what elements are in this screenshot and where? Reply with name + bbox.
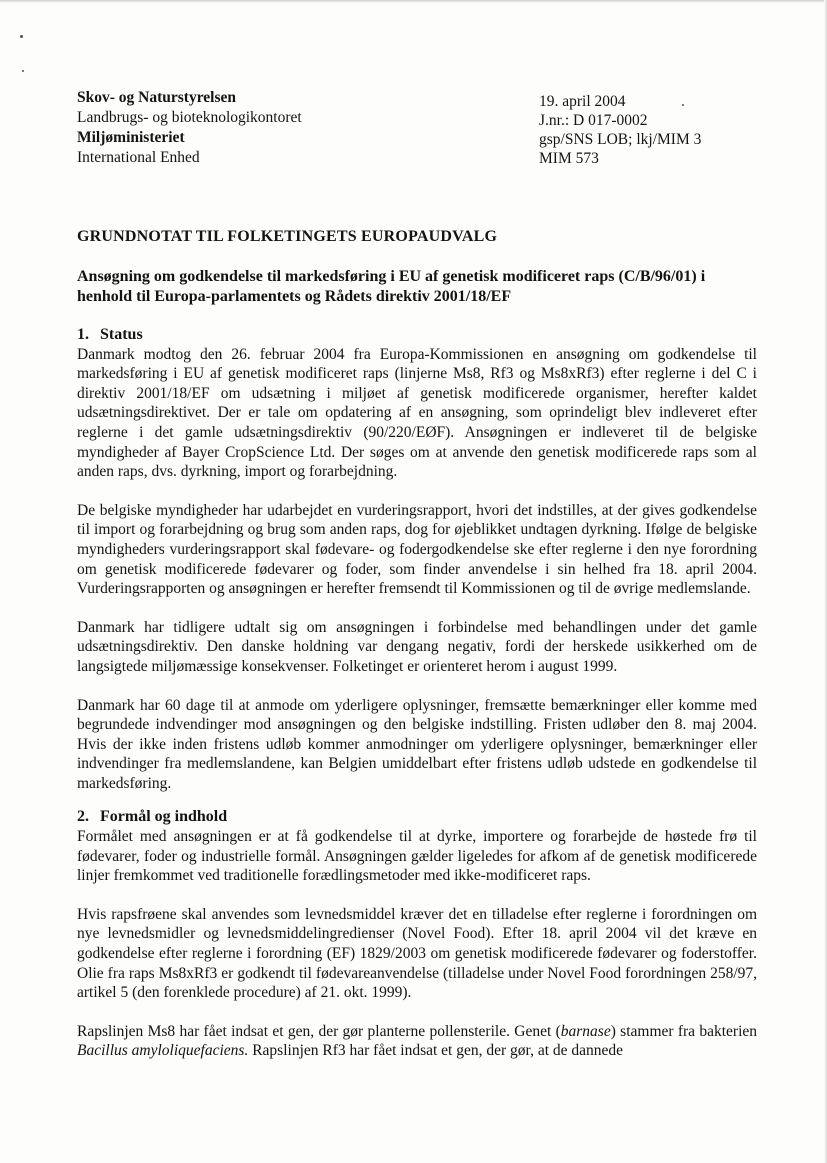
sender-office: Landbrugs- og bioteknologikontoret: [77, 109, 302, 126]
reference-block: [539, 92, 701, 168]
paragraph: Danmark har 60 dage til at anmode om yderligere oplysninger, fremsætte bemærkninger eller komme med begrundede indvendinger mod ansøgningen og den belgiske indstilling. Fristen udløber den 8. maj 2004. Hvis der ikke inden fristens udløb kommer anmodninger om yderligere oplysninger, bemærkninger eller indvendinger fra medlemslandene, kan Belgien umiddelbart efter fristens udløb udstede en godkendelse til markedsføring.: [77, 696, 757, 792]
gene-name: barnase: [560, 1022, 611, 1040]
paragraph: Hvis rapsfrøene skal anvendes som levnedsmiddel kræver det en tilladelse efter reglerne i forordningen om nye levnedsmidler og levnedsmiddelingredienser (Novel Food). Efter 18. april 2004 vil det kræve en godkendelse efter reglerne i forordning (EF) 1829/2003 om genetisk modificerede fødevarer og foderstoffer. Olie fra raps Ms8xRf3 er godkendt til fødevareanvendelse (tilladelse under Novel Food forordningen 258/97, artikel 5 (den forenklede procedure) af 21. okt. 1999).: [77, 905, 757, 1002]
paragraph: [77, 1022, 757, 1061]
scan-speck: [22, 70, 24, 72]
paragraph: Danmark modtog den 26. februar 2004 fra Europa-Kommissionen en ansøgning om godkendelse til markedsføring i EU af genetisk modificeret raps (linjerne Ms8, Rf3 og Ms8xRf3) efter reglerne i del C i direktiv 2001/18/EF om udsætning i miljøet af genetisk modificerede organismer, herefter kaldet udsætningsdirektivet. Der er tale om opdatering af en ansøgning, som oprindeligt blev indleveret efter reglerne i det gamle udsætningsdirektiv (90/220/EØF). Ansøgningen er indleveret til de belgiske myndigheder af Bayer CropScience Ltd. Der søges om at anvende den genetisk modificerede raps som al anden raps, dvs. dyrkning, import og forarbejdning.: [77, 345, 757, 481]
journal-number: J.nr.: D 017-0002: [539, 112, 648, 129]
sender-ministry: Miljøministeriet: [77, 129, 185, 146]
paragraph: Danmark har tidligere udtalt sig om ansøgningen i forbindelse med behandlingen under det gamle udsætningsdirektiv. Den danske holdning var dengang negativ, fordi der herskede usikkerhed om de langsigtede miljømæssige konsekvenser. Folketinget er orienteret herom i august 1999.: [77, 618, 757, 675]
mim-number: MIM 573: [539, 150, 599, 167]
sender-unit: International Enhed: [77, 149, 200, 166]
document-title: GRUNDNOTAT TIL FOLKETINGETS EUROPAUDVALG: [77, 228, 498, 245]
text-run: Rapslinjen Rf3 har fået indsat et gen, der gør, at de dannede: [248, 1042, 624, 1060]
section-title: Status: [100, 326, 143, 343]
section-heading: [77, 325, 757, 345]
section-title: Formål og indhold: [100, 808, 228, 826]
scan-edge-top: [0, 0, 827, 3]
section-number: 2.: [77, 808, 89, 826]
document-subject: Ansøgning om godkendelse til markedsføring i EU af genetisk modificeret raps (C/B/96/01) i henhold til Europa-parlamentets og Rådets direktiv 2001/18/EF: [77, 268, 706, 305]
section-number: 1.: [77, 326, 89, 343]
paragraph: De belgiske myndigheder har udarbejdet en vurderingsrapport, hvori det indstilles, at der gives godkendelse til import og forarbejdning og brug som anden raps, dog for øjeblikket undtagen dyrkning. Ifølge de belgiske myndigheders vurderingsrapport skal fødevare- og fodergodkendelse ske efter reglerne i den nye forordning om genetisk modificerede fødevarer og foder, som finder anvendelse i sin helhed fra 18. april 2004. Vurderingsrapporten og ansøgningen er herefter fremsendt til Kommissionen og til de øvrige medlemslande.: [77, 501, 757, 598]
species-name: Bacillus amyloliquefaciens.: [77, 1042, 249, 1060]
sender-agency: Skov- og Naturstyrelsen: [77, 89, 237, 106]
scan-speck: [20, 35, 23, 38]
document-body: [77, 325, 757, 1061]
reference-code: gsp/SNS LOB; lkj/MIM 3: [539, 131, 702, 148]
document-date: 19. april 2004: [539, 93, 626, 110]
text-run: ) stammer fra bakterien: [610, 1022, 758, 1040]
text-run: Rapslinjen Ms8 har fået indsat et gen, der gør planterne pollensterile. Genet (: [77, 1022, 561, 1040]
paragraph: Formålet med ansøgningen er at få godkendelse til at dyrke, importere og forarbejde de høstede frø til fødevarer, foder og industrielle formål. Ansøgningen gælder ligeledes for afkom af de genetisk modificerede linjer fremkommet ved traditionelle forædlingsmetoder med ikke-modificeret raps.: [77, 828, 757, 885]
sender-block: [77, 88, 302, 168]
section-heading: [77, 807, 757, 827]
